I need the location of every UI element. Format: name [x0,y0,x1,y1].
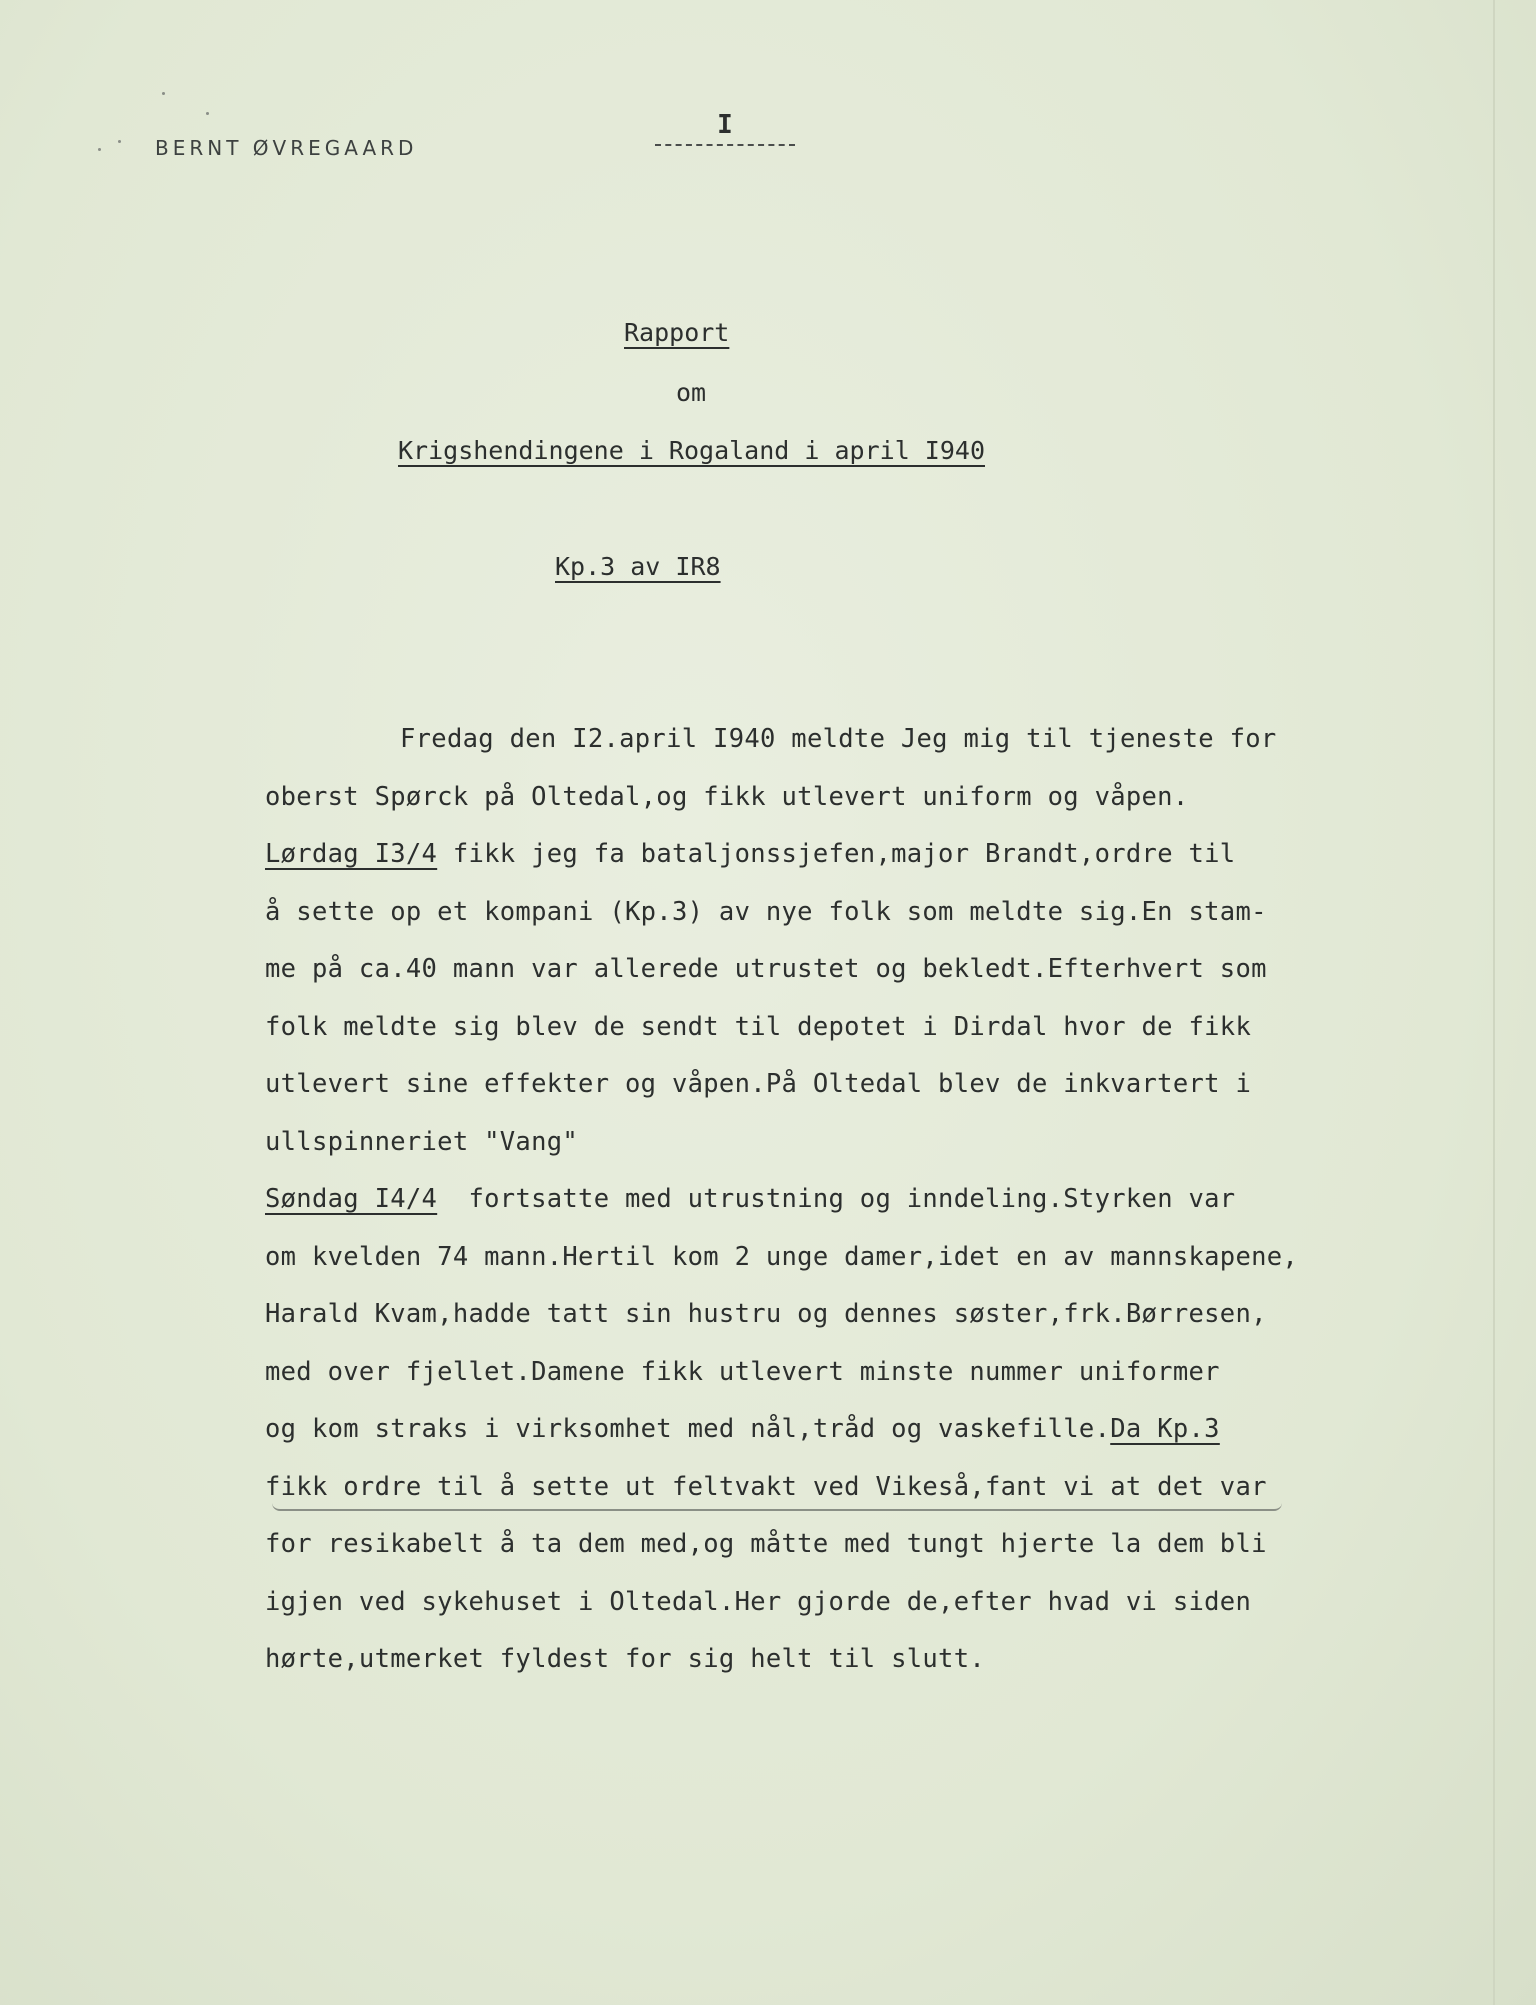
body-line-text: fikk jeg fa bataljonssjefen,major Brandt,ordre til [437,839,1236,869]
body-line: om kvelden 74 mann.Hertil kom 2 unge damer,idet en av mannskapene, [265,1242,1299,1272]
body-line: hørte,utmerket fyldest for sig helt til slutt. [265,1644,986,1674]
body-line: oberst Spørck på Oltedal,og fikk utlevert uniform og våpen. [265,782,1189,812]
body-line: igjen ved sykehuset i Oltedal.Her gjorde de,efter hvad vi siden [265,1587,1252,1617]
body-line: for resikabelt å ta dem med,og måtte med tungt hjerte la dem bli [265,1529,1267,1559]
body-line: ullspinneriet "Vang" [265,1127,579,1157]
body-line [265,1184,1235,1214]
body-line: fikk ordre til å sette ut feltvakt ved Vikeså,fant vi at det var [265,1472,1267,1502]
body-line: Harald Kvam,hadde tatt sin hustru og dennes søster,frk.Børresen, [265,1299,1267,1329]
body-line: folk meldte sig blev de sendt til depotet i Dirdal hvor de fikk [265,1012,1252,1042]
body-line [265,839,1235,869]
paper-speck [98,148,101,151]
paper-speck [118,140,121,143]
body-line: med over fjellet.Damene fikk utlevert minste nummer uniformer [265,1357,1220,1387]
paper-speck [206,112,209,115]
body-line: Fredag den I2.april I940 meldte Jeg mig til tjeneste for [400,724,1277,754]
page-number: I [717,110,733,140]
body-line [265,1414,1220,1444]
title-rapport: Rapport [624,318,730,347]
date-lordag: Lørdag I3/4 [265,839,438,869]
letterhead-name: BERNT ØVREGAARD [155,136,418,160]
page-number-rule [655,144,795,146]
pencil-underline [272,1503,1282,1511]
pencil-marked-text: Da Kp.3 [1110,1414,1220,1444]
body-line-text: og kom straks i virksomhet med nål,tråd og vaskefille. [265,1414,1111,1444]
body-line-text: fortsatte med utrustning og inndeling.Styrken var [437,1184,1236,1214]
paper-speck [162,92,165,95]
date-sondag: Søndag I4/4 [265,1184,438,1214]
paper-edge [1493,0,1495,2005]
body-line: utlevert sine effekter og våpen.På Oltedal blev de inkvartert i [265,1069,1252,1099]
title-krigshendingene: Krigshendingene i Rogaland i april I940 [398,436,985,465]
title-om: om [676,378,707,407]
title-company: Kp.3 av IR8 [555,552,721,581]
body-line: me på ca.40 mann var allerede utrustet og bekledt.Efterhvert som [265,954,1267,984]
body-line: å sette op et kompani (Kp.3) av nye folk som meldte sig.En stam- [265,897,1267,927]
